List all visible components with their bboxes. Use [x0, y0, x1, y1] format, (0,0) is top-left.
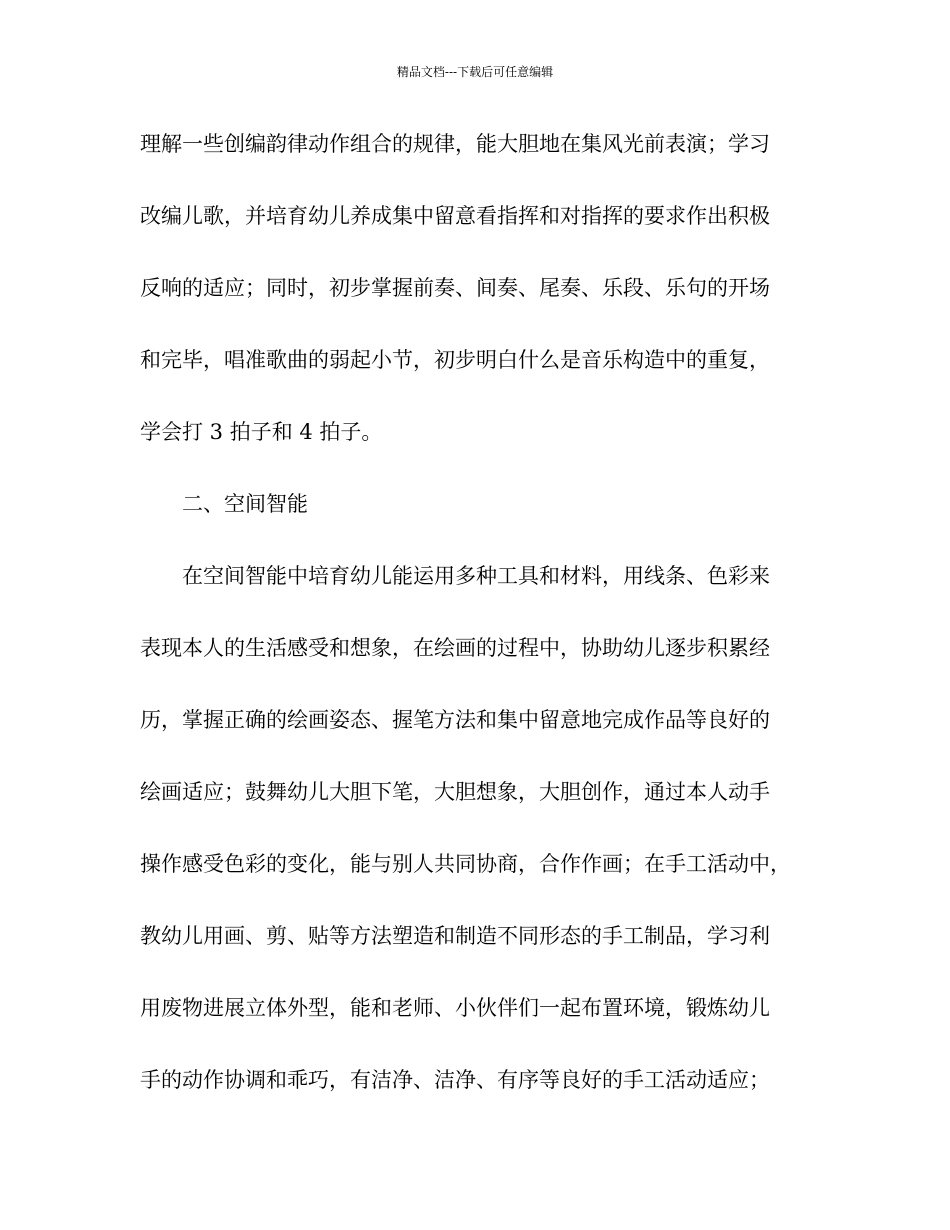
text-line: 操作感受色彩的变化，能与别人共同协商，合作作画；在手工活动中，	[140, 852, 791, 876]
text-line: 理解一些创编韵律动作组合的规律，能大胆地在集风光前表演；学习	[140, 132, 770, 156]
text-line: 改编儿歌，并培育幼儿养成集中留意看指挥和对指挥的要求作出积极	[140, 204, 770, 228]
text-line: 用废物进展立体外型，能和老师、小伙伴们一起布置环境，锻炼幼儿	[140, 996, 770, 1020]
text-line: 绘画适应；鼓舞幼儿大胆下笔，大胆想象，大胆创作，通过本人动手	[140, 780, 770, 804]
text-line: 反响的适应；同时，初步掌握前奏、间奏、尾奏、乐段、乐句的开场	[140, 276, 770, 300]
section-heading: 二、空间智能	[182, 492, 308, 516]
text-line: 历，掌握正确的绘画姿态、握笔方法和集中留意地完成作品等良好的	[140, 708, 770, 732]
text-line: 表现本人的生活感受和想象，在绘画的过程中，协助幼儿逐步积累经	[140, 636, 770, 660]
document-body	[140, 108, 830, 1116]
text-line: 和完毕，唱准歌曲的弱起小节，初步明白什么是音乐构造中的重复，	[140, 348, 770, 372]
text-line: 学会打 3 拍子和 4 拍子。	[140, 420, 383, 444]
text-line: 手的动作协调和乖巧，有洁净、洁净、有序等良好的手工活动适应；	[140, 1068, 770, 1092]
text-line: 在空间智能中培育幼儿能运用多种工具和材料，用线条、色彩来	[182, 564, 770, 588]
page-header: 精品文档---下载后可任意编辑	[396, 65, 554, 79]
text-line: 教幼儿用画、剪、贴等方法塑造和制造不同形态的手工制品，学习利	[140, 924, 770, 948]
